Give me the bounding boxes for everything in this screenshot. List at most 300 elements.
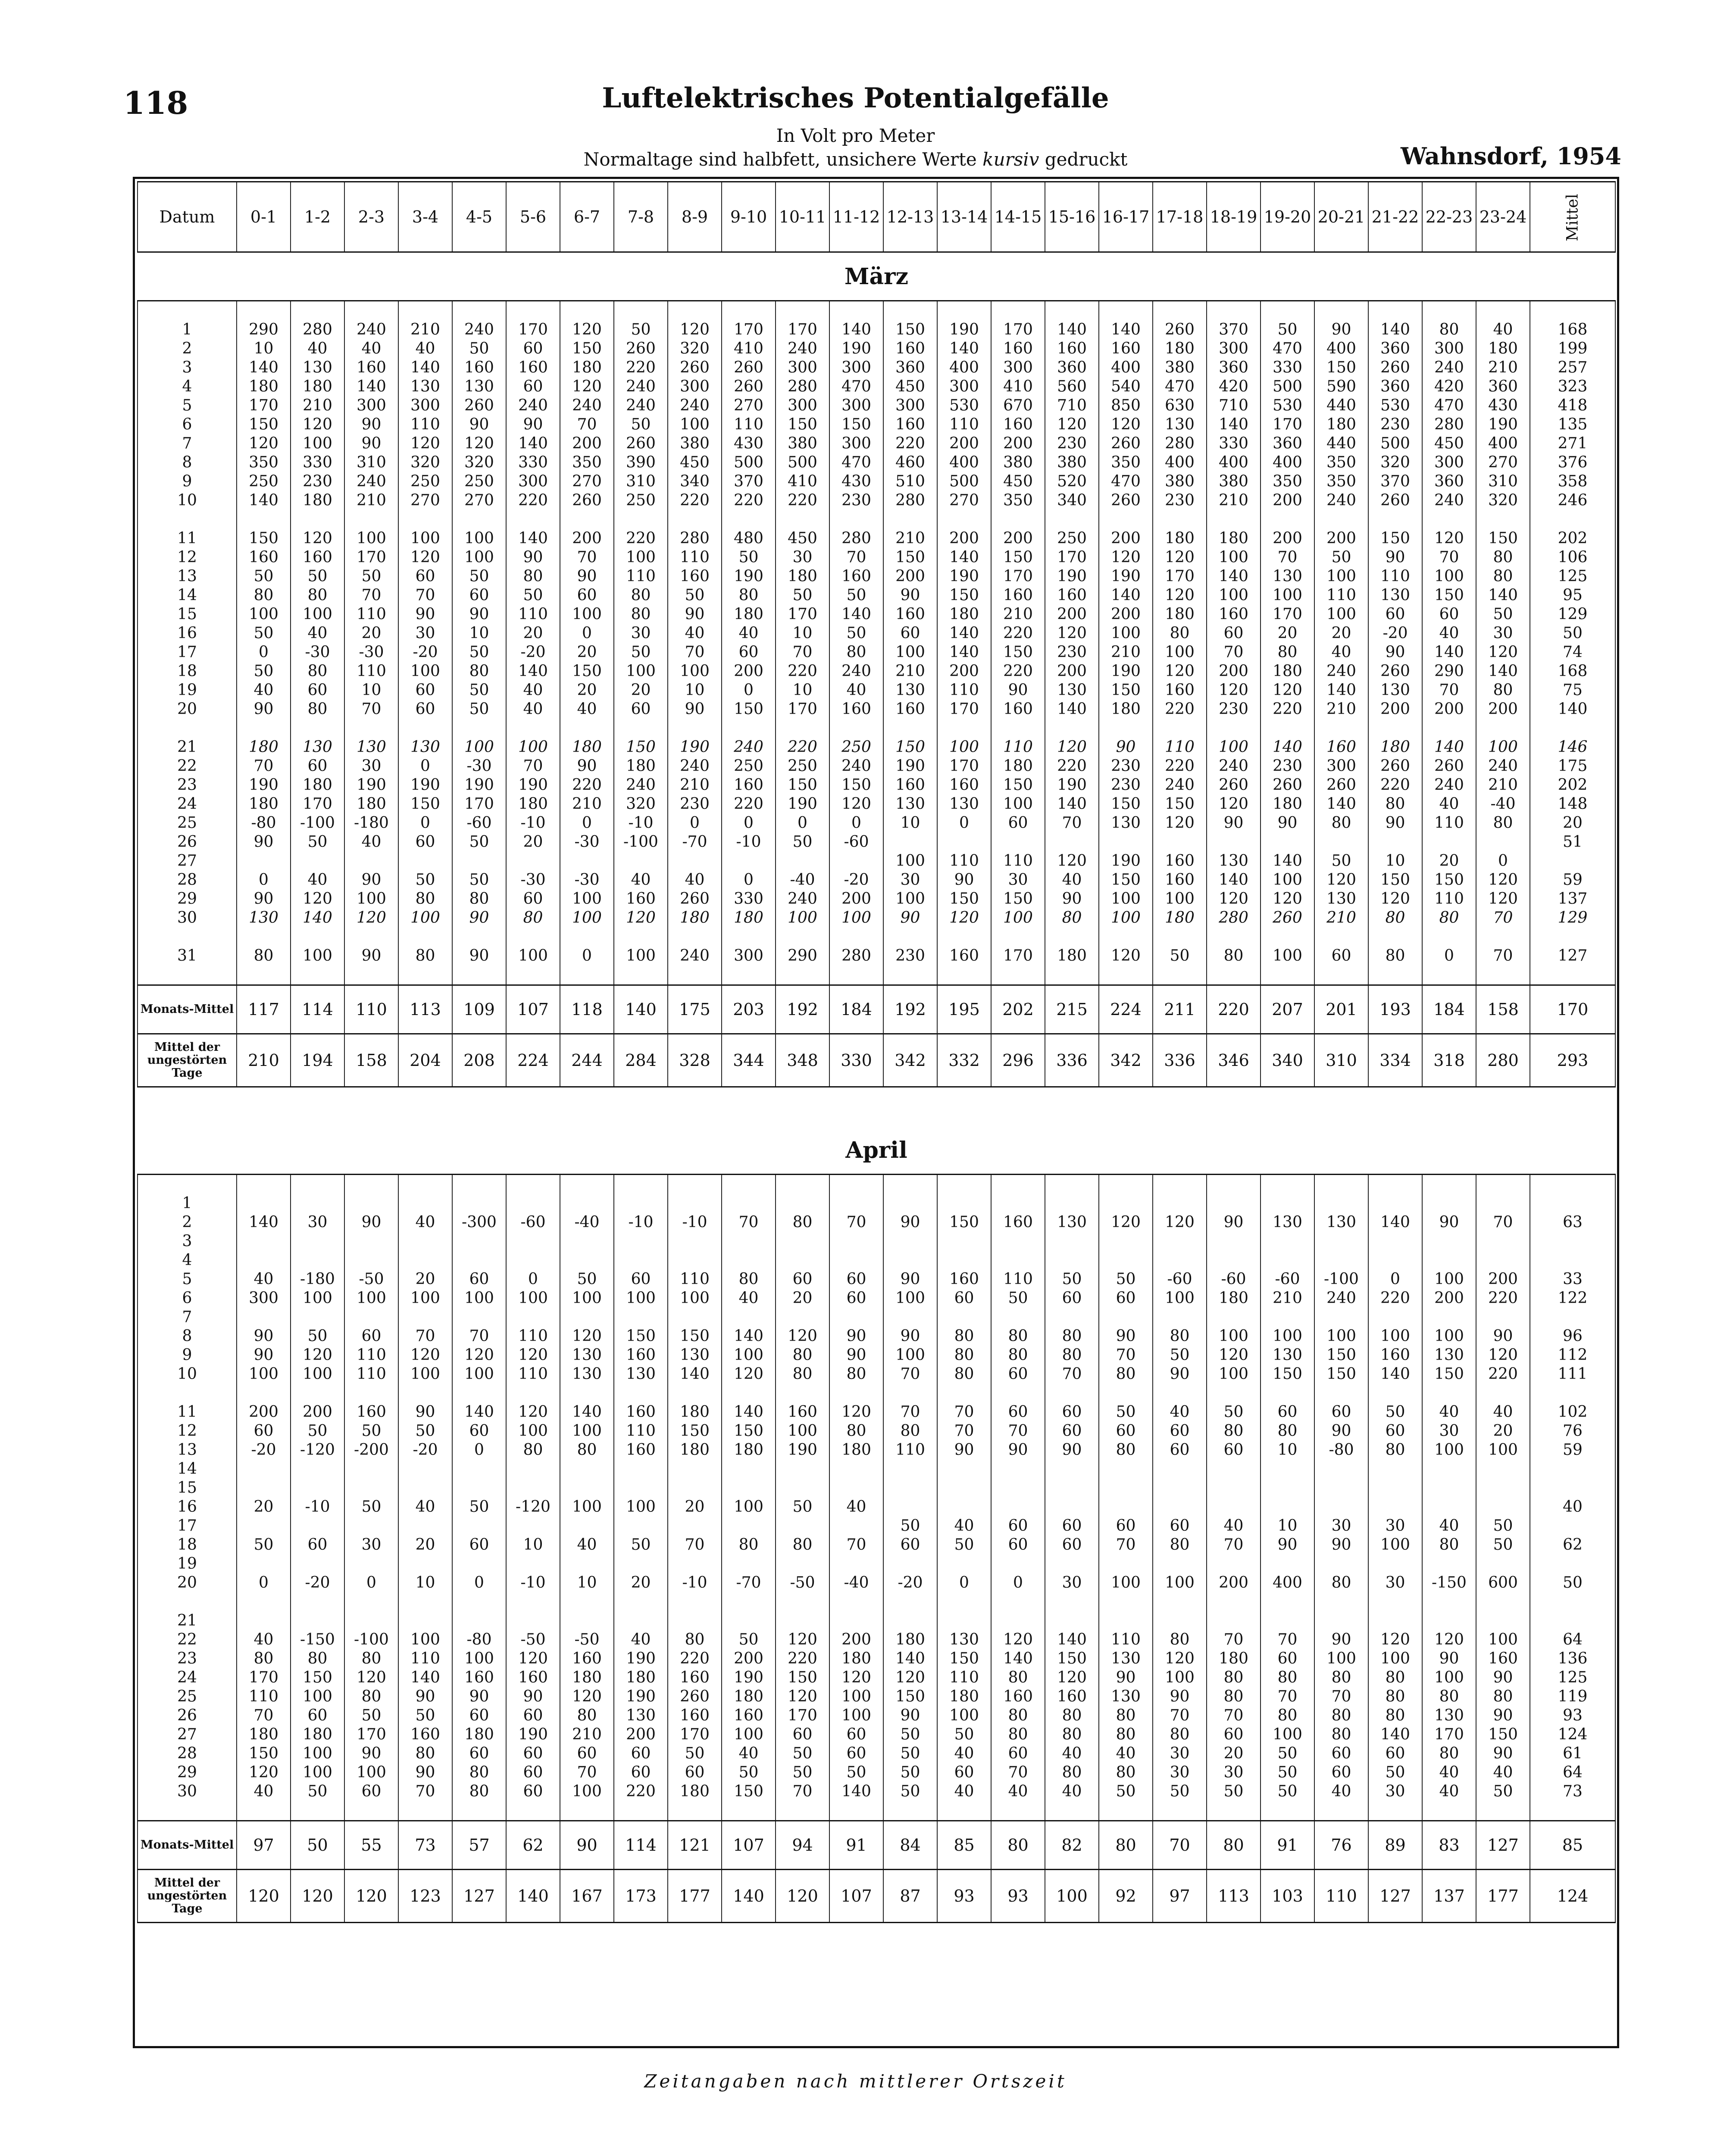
value-cell — [883, 1554, 937, 1573]
value-cell: 80 — [291, 662, 344, 681]
daily-mean: 106 — [1530, 548, 1615, 567]
value-cell: 180 — [237, 795, 291, 814]
value-cell: 70 — [937, 1422, 991, 1441]
value-cell: 60 — [560, 1744, 614, 1763]
value-cell: 260 — [452, 396, 506, 415]
value-cell — [237, 1479, 291, 1498]
value-cell: 160 — [398, 1725, 452, 1744]
value-cell: -10 — [506, 814, 560, 833]
undisturbed-mean-row — [138, 1870, 1615, 1923]
value-cell: 80 — [991, 1346, 1045, 1365]
hour-header: 8-9 — [668, 182, 722, 252]
spacer-cell — [1045, 510, 1099, 529]
value-cell: 140 — [883, 1649, 937, 1668]
value-cell: 230 — [668, 795, 722, 814]
value-cell: 180 — [668, 1403, 722, 1422]
value-cell — [1207, 1308, 1261, 1327]
value-cell: 320 — [1368, 453, 1422, 472]
value-cell: 40 — [722, 1744, 776, 1763]
undisturbed-mean-label: Mittel der ungestörten Tage — [138, 1870, 237, 1923]
value-cell — [614, 1611, 668, 1630]
value-cell: 40 — [614, 1630, 668, 1649]
value-cell: 300 — [1314, 757, 1368, 776]
value-cell: 110 — [1153, 738, 1207, 757]
value-cell — [883, 1479, 937, 1498]
value-cell: 280 — [291, 320, 344, 339]
spacer-cell — [506, 1592, 560, 1611]
day-number: 14 — [138, 586, 237, 605]
value-cell: 30 — [1153, 1744, 1207, 1763]
value-cell: 160 — [1153, 852, 1207, 871]
value-cell — [237, 1460, 291, 1479]
value-cell: 50 — [506, 586, 560, 605]
spacer-cell — [1422, 301, 1476, 321]
value-cell: 40 — [1099, 1744, 1153, 1763]
value-cell: 180 — [560, 738, 614, 757]
spacer-cell — [776, 1801, 829, 1821]
value-cell — [1153, 1611, 1207, 1630]
value-cell: 0 — [237, 871, 291, 890]
value-cell: 100 — [614, 662, 668, 681]
unit-subtitle: In Volt pro Meter — [776, 125, 935, 146]
value-cell: 50 — [398, 871, 452, 890]
value-cell: 110 — [506, 605, 560, 624]
value-cell: 100 — [1153, 1668, 1207, 1687]
value-cell: 100 — [1099, 1573, 1153, 1592]
value-cell: 60 — [506, 1744, 560, 1763]
value-cell — [506, 1308, 560, 1327]
value-cell: 150 — [1045, 1649, 1099, 1668]
spacer-cell — [991, 1175, 1045, 1194]
value-cell: 110 — [991, 738, 1045, 757]
spacer-row — [138, 1384, 1615, 1403]
value-cell: 40 — [1045, 1782, 1099, 1801]
daily-mean: 358 — [1530, 472, 1615, 491]
monthly-mean-cell: 89 — [1368, 1821, 1422, 1870]
spacer-cell — [398, 965, 452, 985]
value-cell: 450 — [1422, 434, 1476, 453]
spacer-cell — [668, 510, 722, 529]
value-cell — [722, 1517, 776, 1536]
spacer-row — [138, 301, 1615, 321]
value-cell: 360 — [1368, 377, 1422, 396]
value-cell: 50 — [1261, 1763, 1314, 1782]
value-cell: 160 — [452, 358, 506, 377]
value-cell: 240 — [344, 472, 398, 491]
value-cell: 180 — [506, 795, 560, 814]
spacer-cell — [883, 1801, 937, 1821]
value-cell: 300 — [829, 434, 883, 453]
value-cell: 170 — [991, 320, 1045, 339]
value-cell: 90 — [452, 605, 506, 624]
value-cell: 120 — [506, 1649, 560, 1668]
value-cell: 10 — [237, 339, 291, 358]
value-cell: 70 — [452, 1327, 506, 1346]
spacer-cell — [344, 1592, 398, 1611]
value-cell — [883, 1460, 937, 1479]
value-cell: 150 — [829, 415, 883, 434]
month-title: April — [138, 1126, 1615, 1175]
day-number: 3 — [138, 358, 237, 377]
value-cell: 80 — [991, 1706, 1045, 1725]
monthly-mean-cell: 109 — [452, 985, 506, 1034]
value-cell: 150 — [991, 548, 1045, 567]
value-cell — [1314, 1479, 1368, 1498]
value-cell: 100 — [291, 1289, 344, 1308]
daily-mean — [1530, 1251, 1615, 1270]
value-cell: 40 — [937, 1517, 991, 1536]
spacer-cell — [1314, 1175, 1368, 1194]
value-cell: 100 — [398, 1289, 452, 1308]
value-cell: 50 — [1099, 1782, 1153, 1801]
spacer-cell — [560, 1175, 614, 1194]
value-cell: 50 — [344, 1498, 398, 1517]
value-cell: 70 — [722, 1213, 776, 1232]
value-cell: 230 — [829, 491, 883, 510]
value-cell: -30 — [291, 643, 344, 662]
value-cell — [1314, 1232, 1368, 1251]
value-cell: 50 — [1045, 1270, 1099, 1289]
value-cell: 170 — [237, 1668, 291, 1687]
value-cell: 100 — [1368, 1536, 1422, 1554]
value-cell: -30 — [560, 833, 614, 852]
monthly-mean-label: Monats-Mittel — [138, 985, 237, 1034]
value-cell — [991, 1194, 1045, 1213]
value-cell: 70 — [1099, 1536, 1153, 1554]
daily-mean: 20 — [1530, 814, 1615, 833]
value-cell: 400 — [1261, 1573, 1314, 1592]
day-number: 20 — [138, 700, 237, 719]
value-cell — [1476, 1460, 1530, 1479]
undisturbed-mean-cell: 334 — [1368, 1034, 1422, 1087]
value-cell — [722, 1554, 776, 1573]
monthly-mean-cell: 117 — [237, 985, 291, 1034]
value-cell: 230 — [1153, 491, 1207, 510]
value-cell: -180 — [344, 814, 398, 833]
table-row — [138, 1630, 1615, 1649]
value-cell — [1261, 833, 1314, 852]
value-cell: 150 — [1422, 1365, 1476, 1384]
value-cell: 0 — [829, 814, 883, 833]
value-cell: 180 — [1207, 1649, 1261, 1668]
spacer-cell — [1530, 1801, 1615, 1821]
value-cell: 100 — [668, 415, 722, 434]
monthly-mean-row — [138, 985, 1615, 1034]
spacer-cell — [1261, 965, 1314, 985]
value-cell: 50 — [291, 833, 344, 852]
value-cell — [722, 1460, 776, 1479]
monthly-mean-total: 85 — [1530, 1821, 1615, 1870]
value-cell: 280 — [883, 491, 937, 510]
monthly-mean-cell: 192 — [776, 985, 829, 1034]
value-cell: 60 — [1368, 605, 1422, 624]
value-cell: 80 — [1476, 1687, 1530, 1706]
value-cell: 250 — [452, 472, 506, 491]
spacer-cell — [1261, 1384, 1314, 1403]
table-row — [138, 871, 1615, 890]
value-cell — [1099, 1194, 1153, 1213]
daily-mean: 122 — [1530, 1289, 1615, 1308]
monthly-mean-cell: 113 — [398, 985, 452, 1034]
value-cell: 90 — [398, 1763, 452, 1782]
value-cell: 160 — [1368, 1346, 1422, 1365]
value-cell: 100 — [991, 795, 1045, 814]
spacer-cell — [506, 510, 560, 529]
value-cell — [398, 1554, 452, 1573]
value-cell: 70 — [937, 1403, 991, 1422]
value-cell: 200 — [560, 529, 614, 548]
spacer-cell — [506, 1801, 560, 1821]
value-cell — [614, 1194, 668, 1213]
value-cell: 140 — [237, 358, 291, 377]
value-cell — [1422, 1308, 1476, 1327]
value-cell — [291, 1554, 344, 1573]
value-cell: 80 — [506, 1441, 560, 1460]
value-cell — [883, 1232, 937, 1251]
value-cell: 370 — [722, 472, 776, 491]
value-cell: -60 — [506, 1213, 560, 1232]
spacer-row — [138, 928, 1615, 946]
value-cell: 150 — [1422, 586, 1476, 605]
value-cell: 150 — [1099, 871, 1153, 890]
value-cell: 100 — [506, 946, 560, 965]
value-cell — [291, 1611, 344, 1630]
value-cell — [668, 1460, 722, 1479]
value-cell: 50 — [1261, 1744, 1314, 1763]
spacer-cell — [237, 301, 291, 321]
value-cell: 140 — [722, 1327, 776, 1346]
value-cell: 140 — [1368, 320, 1422, 339]
value-cell: 90 — [1207, 1213, 1261, 1232]
spacer-cell — [1530, 1384, 1615, 1403]
spacer-cell — [237, 1801, 291, 1821]
table-row — [138, 605, 1615, 624]
value-cell: 100 — [291, 434, 344, 453]
value-cell: 180 — [344, 795, 398, 814]
value-cell: 230 — [1099, 757, 1153, 776]
daily-mean: 102 — [1530, 1403, 1615, 1422]
value-cell: 50 — [344, 1422, 398, 1441]
value-cell: 30 — [883, 871, 937, 890]
day-number: 26 — [138, 1706, 237, 1725]
value-cell: 90 — [991, 1441, 1045, 1460]
value-cell: 20 — [560, 681, 614, 700]
value-cell: 260 — [1261, 909, 1314, 928]
daily-mean: 74 — [1530, 643, 1615, 662]
value-cell: 70 — [398, 1327, 452, 1346]
value-cell: 100 — [829, 1687, 883, 1706]
day-number: 2 — [138, 1213, 237, 1232]
table-row — [138, 643, 1615, 662]
monthly-mean-cell: 82 — [1045, 1821, 1099, 1870]
value-cell: 60 — [829, 1744, 883, 1763]
spacer-cell — [722, 928, 776, 946]
spacer-cell — [614, 965, 668, 985]
value-cell — [1314, 1498, 1368, 1517]
spacer-cell — [344, 719, 398, 738]
value-cell: 80 — [1153, 1725, 1207, 1744]
table-row — [138, 1744, 1615, 1763]
value-cell: 260 — [1368, 662, 1422, 681]
monthly-mean-cell: 140 — [614, 985, 668, 1034]
value-cell: 90 — [1261, 814, 1314, 833]
monthly-mean-cell: 50 — [291, 1821, 344, 1870]
value-cell: 110 — [937, 852, 991, 871]
value-cell: -20 — [398, 1441, 452, 1460]
value-cell: 10 — [776, 681, 829, 700]
day-number: 11 — [138, 529, 237, 548]
value-cell: 240 — [1314, 662, 1368, 681]
value-cell: 300 — [1422, 339, 1476, 358]
value-cell — [1368, 1308, 1422, 1327]
value-cell — [237, 1194, 291, 1213]
table-row — [138, 1517, 1615, 1536]
value-cell: 140 — [1422, 643, 1476, 662]
spacer-cell — [398, 1801, 452, 1821]
value-cell: -30 — [506, 871, 560, 890]
value-cell: 0 — [668, 814, 722, 833]
value-cell: 120 — [344, 909, 398, 928]
value-cell: 380 — [991, 453, 1045, 472]
value-cell: 20 — [506, 833, 560, 852]
value-cell: 50 — [829, 1763, 883, 1782]
daily-mean: 168 — [1530, 662, 1615, 681]
monthly-mean-cell: 193 — [1368, 985, 1422, 1034]
value-cell — [1045, 833, 1099, 852]
value-cell: 120 — [237, 434, 291, 453]
value-cell: 140 — [506, 662, 560, 681]
day-number: 19 — [138, 681, 237, 700]
value-cell: 200 — [991, 529, 1045, 548]
value-cell: 50 — [776, 586, 829, 605]
value-cell: 120 — [722, 1365, 776, 1384]
value-cell: 140 — [506, 434, 560, 453]
value-cell: 260 — [1099, 491, 1153, 510]
value-cell: 150 — [1476, 1725, 1530, 1744]
value-cell: 230 — [291, 472, 344, 491]
value-cell: 710 — [1045, 396, 1099, 415]
value-cell: 300 — [829, 396, 883, 415]
value-cell: 60 — [776, 1270, 829, 1289]
value-cell — [1476, 1611, 1530, 1630]
value-cell: 90 — [1368, 643, 1422, 662]
value-cell: 90 — [1314, 1422, 1368, 1441]
day-number: 3 — [138, 1232, 237, 1251]
spacer-cell — [1368, 1801, 1422, 1821]
value-cell: 60 — [452, 586, 506, 605]
value-cell: 90 — [398, 605, 452, 624]
value-cell: 170 — [1045, 548, 1099, 567]
value-cell: -40 — [829, 1573, 883, 1592]
day-number: 30 — [138, 909, 237, 928]
value-cell: 70 — [344, 700, 398, 719]
spacer-cell — [138, 719, 237, 738]
value-cell: 300 — [937, 377, 991, 396]
monthly-mean-cell: 107 — [506, 985, 560, 1034]
value-cell — [344, 1611, 398, 1630]
hour-header: 15-16 — [1045, 182, 1099, 252]
value-cell — [1207, 1479, 1261, 1498]
value-cell: 170 — [237, 396, 291, 415]
value-cell: 50 — [614, 643, 668, 662]
value-cell: 60 — [452, 1744, 506, 1763]
value-cell: 80 — [1476, 567, 1530, 586]
value-cell — [829, 1194, 883, 1213]
day-number: 12 — [138, 1422, 237, 1441]
value-cell: 80 — [1422, 909, 1476, 928]
value-cell — [1099, 1554, 1153, 1573]
value-cell: 50 — [237, 662, 291, 681]
value-cell: 20 — [398, 1270, 452, 1289]
value-cell — [1153, 1232, 1207, 1251]
value-cell: 80 — [1099, 1725, 1153, 1744]
daily-mean: 148 — [1530, 795, 1615, 814]
undisturbed-mean-cell: 210 — [237, 1034, 291, 1087]
monthly-mean-cell: 91 — [1261, 1821, 1314, 1870]
value-cell: 190 — [506, 776, 560, 795]
value-cell: 80 — [829, 643, 883, 662]
value-cell — [452, 1194, 506, 1213]
value-cell: 30 — [1368, 1782, 1422, 1801]
value-cell: 530 — [937, 396, 991, 415]
value-cell: 190 — [344, 776, 398, 795]
value-cell — [1476, 1479, 1530, 1498]
value-cell: 180 — [937, 1687, 991, 1706]
spacer-cell — [1368, 928, 1422, 946]
value-cell: 160 — [506, 358, 560, 377]
value-cell: 40 — [560, 1536, 614, 1554]
spacer-cell — [452, 1175, 506, 1194]
value-cell: 70 — [883, 1365, 937, 1384]
value-cell: 150 — [883, 320, 937, 339]
daily-mean: 146 — [1530, 738, 1615, 757]
station-year: Wahnsdorf, 1954 — [1400, 142, 1621, 170]
value-cell: 70 — [1422, 681, 1476, 700]
value-cell: 240 — [722, 738, 776, 757]
value-cell: 100 — [506, 1289, 560, 1308]
value-cell: 140 — [1476, 586, 1530, 605]
spacer-cell — [1422, 719, 1476, 738]
value-cell: 380 — [1045, 453, 1099, 472]
monthly-mean-cell: 97 — [237, 1821, 291, 1870]
value-cell: 140 — [937, 643, 991, 662]
value-cell: 150 — [722, 700, 776, 719]
daily-mean: 124 — [1530, 1725, 1615, 1744]
value-cell: 200 — [560, 434, 614, 453]
value-cell: 80 — [1045, 1346, 1099, 1365]
value-cell: 80 — [937, 1327, 991, 1346]
value-cell — [937, 1251, 991, 1270]
value-cell: 190 — [506, 1725, 560, 1744]
value-cell: 40 — [722, 1289, 776, 1308]
spacer-cell — [937, 1175, 991, 1194]
value-cell — [344, 1194, 398, 1213]
footer-note: Zeitangaben nach mittlerer Ortszeit — [644, 2071, 1067, 2092]
table-row — [138, 1763, 1615, 1782]
table-row — [138, 1251, 1615, 1270]
value-cell: 300 — [722, 946, 776, 965]
spacer-row — [138, 1175, 1615, 1194]
value-cell: 40 — [991, 1782, 1045, 1801]
value-cell: 130 — [1045, 1213, 1099, 1232]
spacer-cell — [291, 719, 344, 738]
value-cell — [668, 1232, 722, 1251]
value-cell: 60 — [1153, 1422, 1207, 1441]
spacer-cell — [1476, 301, 1530, 321]
spacer-cell — [1476, 510, 1530, 529]
spacer-cell — [614, 1175, 668, 1194]
value-cell: 110 — [1314, 586, 1368, 605]
